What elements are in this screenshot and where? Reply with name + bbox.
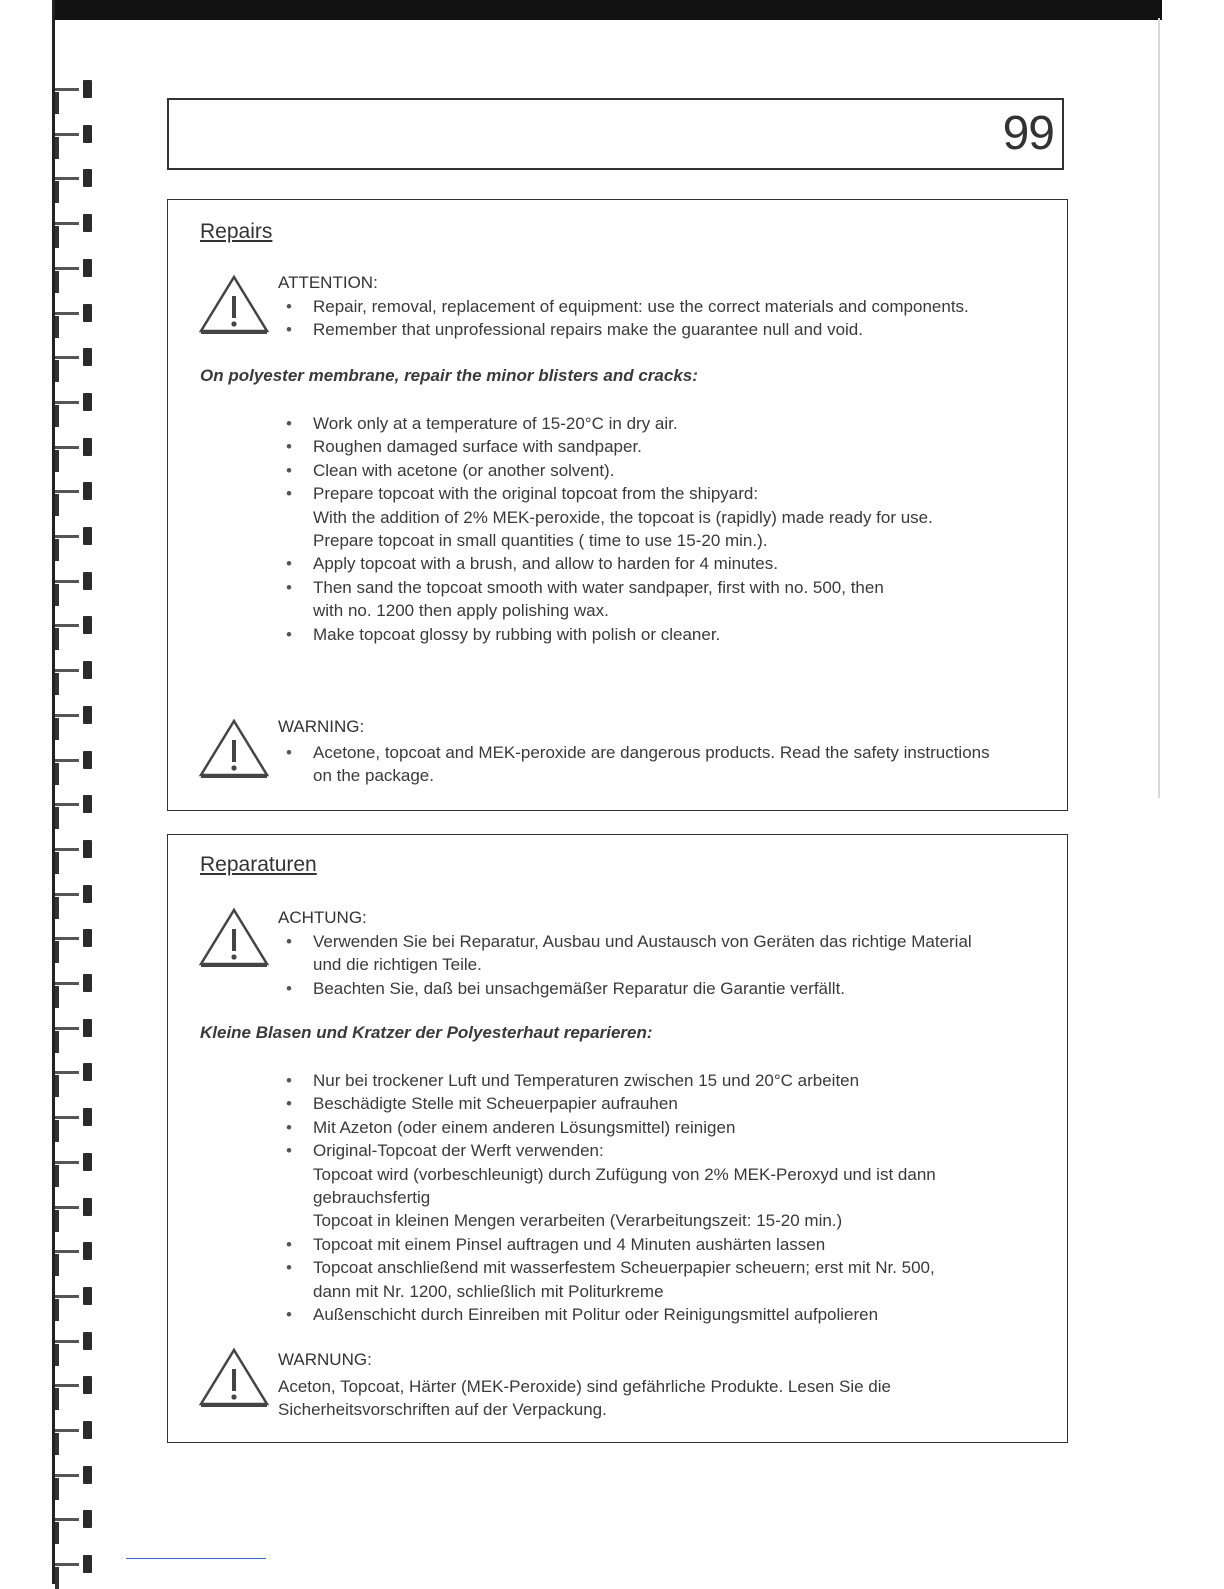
- repair-steps-list: [286, 412, 933, 646]
- binding-ring: [55, 1332, 97, 1350]
- step-detail: dann mit Nr. 1200, schließlich mit Politurkreme: [313, 1281, 664, 1301]
- list-item: • Roughen damaged surface with sandpaper.: [286, 435, 933, 458]
- binding-ring: [55, 706, 97, 724]
- warnung-text: [278, 1375, 891, 1422]
- step-text: • Then sand the topcoat smooth with water sandpaper, first with no. 500, then: [313, 577, 884, 597]
- footer-rule: [126, 1558, 266, 1559]
- list-item: • Mit Azeton (oder einem anderen Lösungsmittel) reinigen: [286, 1116, 936, 1139]
- binding-ring: [55, 482, 97, 500]
- binding-ring: [55, 1198, 97, 1216]
- achtung-label: ACHTUNG:: [278, 908, 367, 927]
- step-detail: Topcoat wird (vorbeschleunigt) durch Zufügung von 2% MEK-Peroxyd und ist dann: [313, 1164, 936, 1184]
- attention-list: [286, 295, 969, 342]
- spiral-binding: [55, 60, 105, 1584]
- warning-text-continued: on the package.: [313, 766, 434, 786]
- binding-ring: [55, 1376, 97, 1394]
- binding-ring: [55, 974, 97, 992]
- warning-label: WARNING:: [278, 717, 365, 736]
- list-item: • Make topcoat glossy by rubbing with polish or cleaner.: [286, 623, 933, 646]
- list-item: • Remember that unprofessional repairs make the guarantee null and void.: [286, 318, 969, 341]
- repairs-panel: [167, 199, 1068, 811]
- list-item: • Beachten Sie, daß bei unsachgemäßer Reparatur die Garantie verfällt.: [286, 977, 972, 1000]
- binding-ring: [55, 1510, 97, 1528]
- section-title: Repairs: [200, 220, 273, 243]
- binding-ring: [55, 438, 97, 456]
- list-item: • Außenschicht durch Einreiben mit Politur oder Reinigungsmittel aufpolieren: [286, 1303, 936, 1326]
- warnung-label: WARNUNG:: [278, 1350, 372, 1369]
- binding-ring: [55, 259, 97, 277]
- warnung-line: Aceton, Topcoat, Härter (MEK-Peroxide) sind gefährliche Produkte. Lesen Sie die: [278, 1377, 891, 1396]
- binding-ring: [55, 1019, 97, 1037]
- scan-top-edge: [52, 0, 1162, 20]
- scan-right-edge: [1158, 18, 1160, 798]
- list-item: • Apply topcoat with a brush, and allow to harden for 4 minutes.: [286, 552, 933, 575]
- warning-triangle-icon: [198, 907, 270, 969]
- step-detail: Topcoat in kleinen Mengen verarbeiten (Verarbeitungszeit: 15-20 min.): [313, 1211, 843, 1231]
- binding-ring: [55, 214, 97, 232]
- section-title: Reparaturen: [200, 853, 317, 876]
- binding-ring: [55, 1153, 97, 1171]
- binding-ring: [55, 80, 97, 98]
- list-item: [286, 1256, 936, 1303]
- binding-ring: [55, 304, 97, 322]
- binding-ring: [55, 1108, 97, 1126]
- warning-list: [286, 741, 990, 788]
- binding-ring: [55, 169, 97, 187]
- binding-ring: [55, 929, 97, 947]
- binding-ring: [55, 1242, 97, 1260]
- warning-triangle-icon: [198, 1347, 270, 1409]
- achtung-text: • Verwenden Sie bei Reparatur, Ausbau und Austausch von Geräten das richtige Material: [313, 932, 972, 951]
- achtung-list: [286, 930, 972, 1000]
- step-detail: Prepare topcoat in small quantities ( time to use 15-20 min.).: [313, 531, 768, 551]
- page-number: 99: [1002, 107, 1054, 160]
- list-item: • Nur bei trockener Luft und Temperaturen zwischen 15 und 20°C arbeiten: [286, 1069, 936, 1092]
- list-item: • Work only at a temperature of 15-20°C in dry air.: [286, 412, 933, 435]
- list-item: [286, 930, 972, 977]
- step-detail: With the addition of 2% MEK-peroxide, the topcoat is (rapidly) made ready for use.: [313, 507, 933, 527]
- binding-ring: [55, 885, 97, 903]
- page-header-box: [167, 98, 1064, 170]
- list-item: • Topcoat mit einem Pinsel auftragen und 4 Minuten aushärten lassen: [286, 1233, 936, 1256]
- warnung-line: Sicherheitsvorschriften auf der Verpackung.: [278, 1400, 607, 1420]
- binding-ring: [55, 393, 97, 411]
- binding-ring: [55, 1287, 97, 1305]
- binding-ring: [55, 1555, 97, 1573]
- binding-ring: [55, 840, 97, 858]
- reparaturen-panel: [167, 834, 1068, 1443]
- binding-ring: [55, 1421, 97, 1439]
- list-item: [286, 482, 933, 552]
- warning-text: • Acetone, topcoat and MEK-peroxide are dangerous products. Read the safety instructions: [313, 743, 990, 762]
- step-text: • Topcoat anschließend mit wasserfestem Scheuerpapier scheuern; erst mit Nr. 500,: [313, 1258, 935, 1278]
- binding-ring: [55, 348, 97, 366]
- binding-ring: [55, 125, 97, 143]
- list-item: • Clean with acetone (or another solvent).: [286, 459, 933, 482]
- repair-subheading: On polyester membrane, repair the minor blisters and cracks:: [200, 366, 698, 385]
- binding-ring: [55, 795, 97, 813]
- binding-ring: [55, 1466, 97, 1484]
- binding-ring: [55, 616, 97, 634]
- list-item: [286, 576, 933, 623]
- list-item: • Repair, removal, replacement of equipment: use the correct materials and components.: [286, 295, 969, 318]
- step-text: • Prepare topcoat with the original topcoat from the shipyard:: [313, 484, 759, 504]
- list-item: [286, 741, 990, 788]
- warning-triangle-icon: [198, 274, 270, 336]
- achtung-text-continued: und die richtigen Teile.: [313, 955, 482, 975]
- binding-ring: [55, 527, 97, 545]
- repair-subheading: Kleine Blasen und Kratzer der Polyesterhaut reparieren:: [200, 1023, 653, 1042]
- attention-label: ATTENTION:: [278, 273, 378, 292]
- binding-ring: [55, 661, 97, 679]
- binding-ring: [55, 1063, 97, 1081]
- step-text: • Original-Topcoat der Werft verwenden:: [313, 1141, 604, 1161]
- binding-ring: [55, 751, 97, 769]
- step-detail: with no. 1200 then apply polishing wax.: [313, 601, 609, 621]
- list-item: • Beschädigte Stelle mit Scheuerpapier aufrauhen: [286, 1092, 936, 1115]
- warning-triangle-icon: [198, 718, 270, 780]
- binding-ring: [55, 572, 97, 590]
- repair-steps-list: [286, 1069, 936, 1326]
- step-detail: gebrauchsfertig: [313, 1188, 431, 1208]
- list-item: [286, 1139, 936, 1233]
